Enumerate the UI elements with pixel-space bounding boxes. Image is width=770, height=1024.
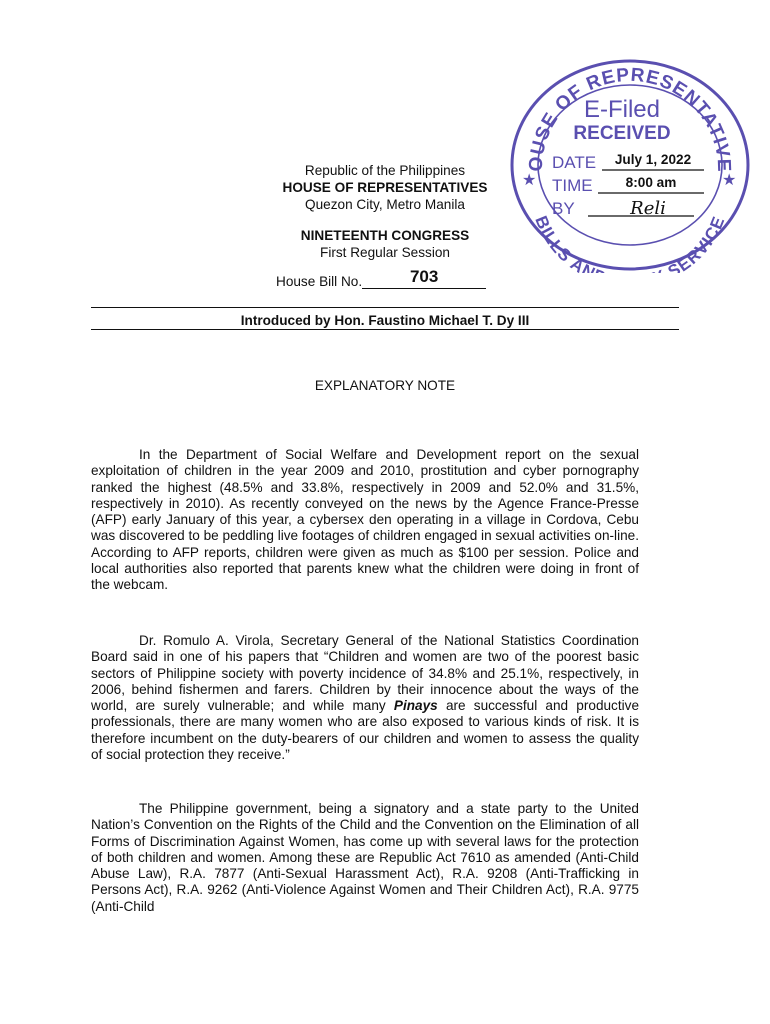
svg-text:★: ★ <box>722 170 737 189</box>
stamp-received: RECEIVED <box>573 123 671 144</box>
paragraph-3-text: The Philippine government, being a signatory and a state party to the United Nation’s Convention on the Rights of the Child and the Convention on the Elimination of all Forms of Discrimination Against Women, has come up with several laws for the protection of both children and women. Among these are Republic Act 7610 as amended (Anti-Child Abuse Law), R.A. 7877 (Anti-Sexual Harassment Act), R.A. 9208 (Anti-Trafficking in Persons Act), R.A. 9262 (Anti-Violence Against Women and Their Children Act), R.A. 9775 (Anti-Child <box>91 801 639 914</box>
bill-number: 703 <box>409 267 439 286</box>
stamp-by-label: BY <box>552 199 575 218</box>
city-line: Quezon City, Metro Manila <box>305 197 465 212</box>
stamp-time-label: TIME <box>552 176 593 195</box>
stamp-ring-bottom: BILLS AN SERVICE <box>531 213 729 273</box>
stamp-time-value: 8:00 am <box>625 175 677 190</box>
top-rule <box>91 307 679 308</box>
svg-text:BILLS AND INDEX SERVICE <box>531 213 728 273</box>
paragraph-1-text: In the Department of Social Welfare and Development report on the sexual exploitation of children in the year 2009 and 2010, prostitution and cyber pornography ranked the highest (48.5% and 33.8%, respectively in 2009 and 52.0% and 31.5%, respectively in 2010). As recently conveyed on the news by the Agence France-Presse (AFP) early January of this year, a cybersex den operating in a village in Cordova, Cebu was discovered to be peddling live footages of children engaged in sexual activities on-line. According to AFP reports, children were given as much as $100 per session. Police and local authorities also reported that parents knew what the children were doing in front of the webcam. <box>91 447 639 593</box>
bill-number-line <box>276 267 486 289</box>
house-line: HOUSE OF REPRESENTATIVES <box>282 180 488 195</box>
stamp-date-value: July 1, 2022 <box>614 152 692 167</box>
stamp-status: E-Filed <box>583 96 661 123</box>
bill-label: House Bill No. <box>276 274 363 289</box>
stamp-signature: Reli <box>630 198 666 219</box>
paragraph-2 <box>91 633 639 763</box>
stamp-ring-top: OUSE OF REPRESENTATIVE <box>525 64 735 173</box>
session-line: First Regular Session <box>320 245 450 260</box>
bottom-rule <box>91 329 679 330</box>
document-title: EXPLANATORY NOTE <box>314 378 456 393</box>
pinays-emphasis: Pinays <box>393 698 438 714</box>
received-stamp <box>508 57 750 273</box>
republic-line: Republic of the Philippines <box>304 163 466 178</box>
svg-text:★: ★ <box>522 170 537 189</box>
paragraph-1 <box>91 447 639 594</box>
paragraph-3 <box>91 801 639 915</box>
paragraph-2-text-a: Dr. Romulo A. Virola, Secretary General of the National Statistics Coordination Board said in one of his papers that “Children and women are two of the poorest basic sectors of Philippine society with poverty incidence of 34.8% and 25.1%, respectively, in 2006, behind fishermen and farers. Children by their innocence about the ways of the world, are surely vulnerable; and while many <box>91 633 639 714</box>
stamp-date-label: DATE <box>552 153 597 172</box>
paragraph-2-text-b: are successful and productive professionals, there are many women who are also exposed to various kinds of risk. It is therefore incumbent on the duty-bearers of our children and women to assess the quality of social protection they receive.” <box>91 698 640 763</box>
introduced-by: Introduced by Hon. Faustino Michael T. Dy III <box>240 313 530 328</box>
bill-number-blank <box>362 267 486 289</box>
congress-line: NINETEENTH CONGRESS <box>300 228 470 243</box>
